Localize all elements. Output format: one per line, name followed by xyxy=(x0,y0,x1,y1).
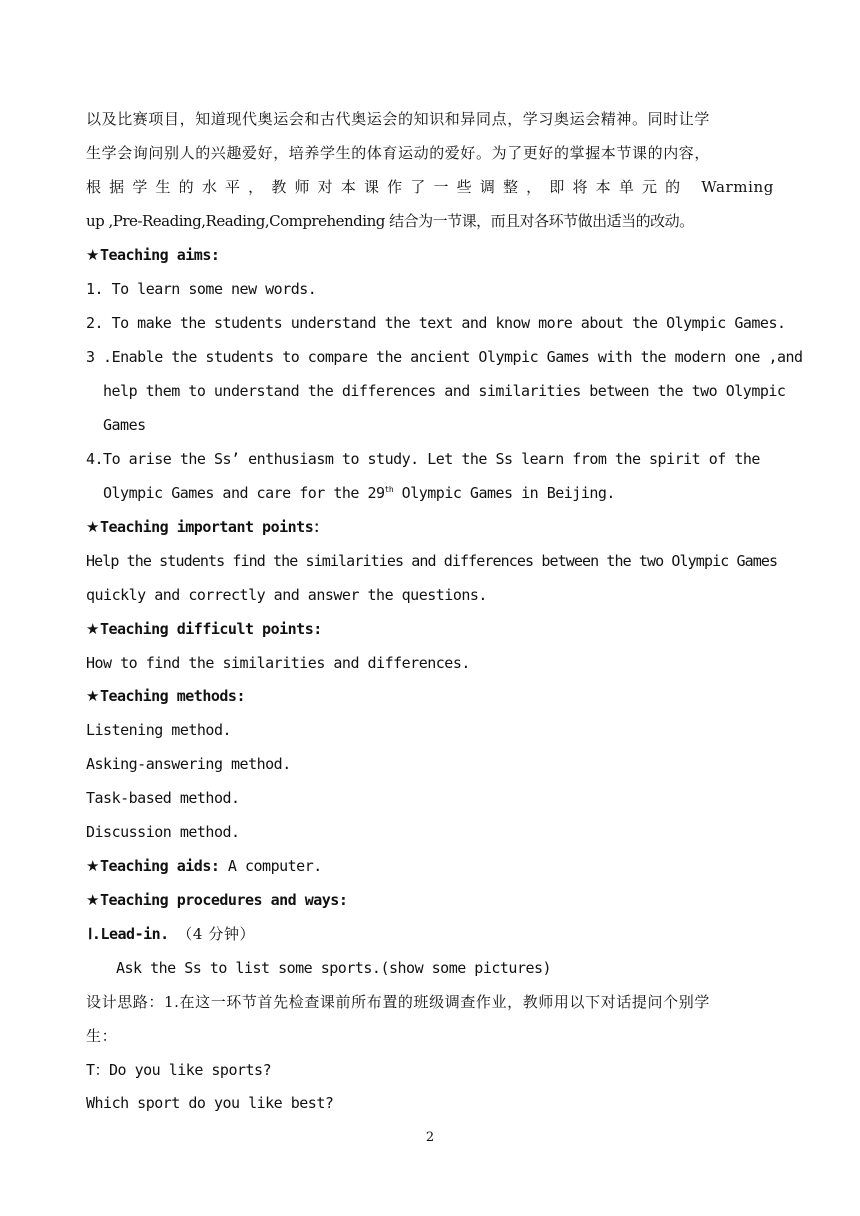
lead-in-line-1: Ask the Ss to list some sports.(show some pictures) xyxy=(116,959,552,977)
procedures-heading xyxy=(86,890,774,910)
lead-in-time: （4 分钟） xyxy=(177,925,256,943)
aim-3-line-2: help them to understand the differences and similarities between the two Olympic xyxy=(103,382,786,400)
aim-4-line-1: 4.To arise the Ss’ enthusiasm to study. Let the Ss learn from the spirit of the xyxy=(86,450,760,468)
design-line-2: 生： xyxy=(86,1027,118,1045)
important-line-1: Help the students find the similarities and differences between the two Olympic Games xyxy=(86,552,778,570)
heading-text: Teaching aids: xyxy=(99,857,220,875)
ordinal-suffix: th xyxy=(384,485,394,494)
teaching-aims-heading xyxy=(86,245,774,265)
star-icon: ★ xyxy=(86,687,99,705)
lead-in-heading xyxy=(88,924,776,944)
aim-1: 1. To learn some new words. xyxy=(86,280,317,298)
intro-line-1: 以及比赛项目，知道现代奥运会和古代奥运会的知识和异同点，学习奥运会精神。同时让学 xyxy=(86,110,711,128)
important-line-2: quickly and correctly and answer the questions. xyxy=(86,586,487,604)
aim-4-text-end: Olympic Games in Beijing. xyxy=(393,484,615,502)
aids-value: A computer. xyxy=(219,857,322,875)
intro-line-3: 根据学生的水平，教师对本课作了一些调整，即将本单元的 Warming xyxy=(86,178,774,196)
lead-in-title: Ⅰ.Lead-in. xyxy=(88,925,169,943)
heading-text: Teaching difficult points: xyxy=(99,620,322,638)
aim-2: 2. To make the students understand the text and know more about the Olympic Games. xyxy=(86,314,786,332)
aim-4-text: Olympic Games and care for the 29 xyxy=(103,484,385,502)
method-3: Task-based method. xyxy=(86,789,240,807)
star-icon: ★ xyxy=(86,857,99,875)
method-1: Listening method. xyxy=(86,721,232,739)
star-icon: ★ xyxy=(86,891,99,909)
heading-text: Teaching important points： xyxy=(99,518,328,536)
page-number: 2 xyxy=(425,1130,435,1145)
difficult-points-heading xyxy=(86,619,774,639)
star-icon: ★ xyxy=(86,246,99,264)
intro-line-4: up ,Pre-Reading,Reading,Comprehending 结合为一节课，而且对各环节做出适当的改动。 xyxy=(86,212,694,230)
star-icon: ★ xyxy=(86,518,99,536)
dialogue-line-2: Which sport do you like best? xyxy=(86,1094,334,1112)
aim-3-line-1: 3 .Enable the students to compare the ancient Olympic Games with the modern one ,and xyxy=(86,348,803,366)
heading-text: Teaching procedures and ways: xyxy=(99,891,348,909)
difficult-line-1: How to find the similarities and differences. xyxy=(86,654,470,672)
aim-4-line-2 xyxy=(103,483,774,503)
star-icon: ★ xyxy=(86,620,99,638)
dialogue-line-1: T：Do you like sports? xyxy=(86,1061,272,1079)
aids-heading xyxy=(86,856,774,876)
heading-text: Teaching methods: xyxy=(99,687,245,705)
aim-3-line-3: Games xyxy=(103,416,146,434)
design-line-1: 设计思路：1.在这一环节首先检查课前所布置的班级调查作业，教师用以下对话提问个别学 xyxy=(86,993,710,1011)
important-points-heading xyxy=(86,517,774,537)
heading-text: Teaching aims: xyxy=(99,246,220,264)
method-4: Discussion method. xyxy=(86,823,240,841)
intro-line-2: 生学会询问别人的兴趣爱好，培养学生的体育运动的爱好。为了更好的掌握本节课的内容， xyxy=(86,144,711,162)
methods-heading xyxy=(86,686,774,706)
method-2: Asking-answering method. xyxy=(86,755,291,773)
